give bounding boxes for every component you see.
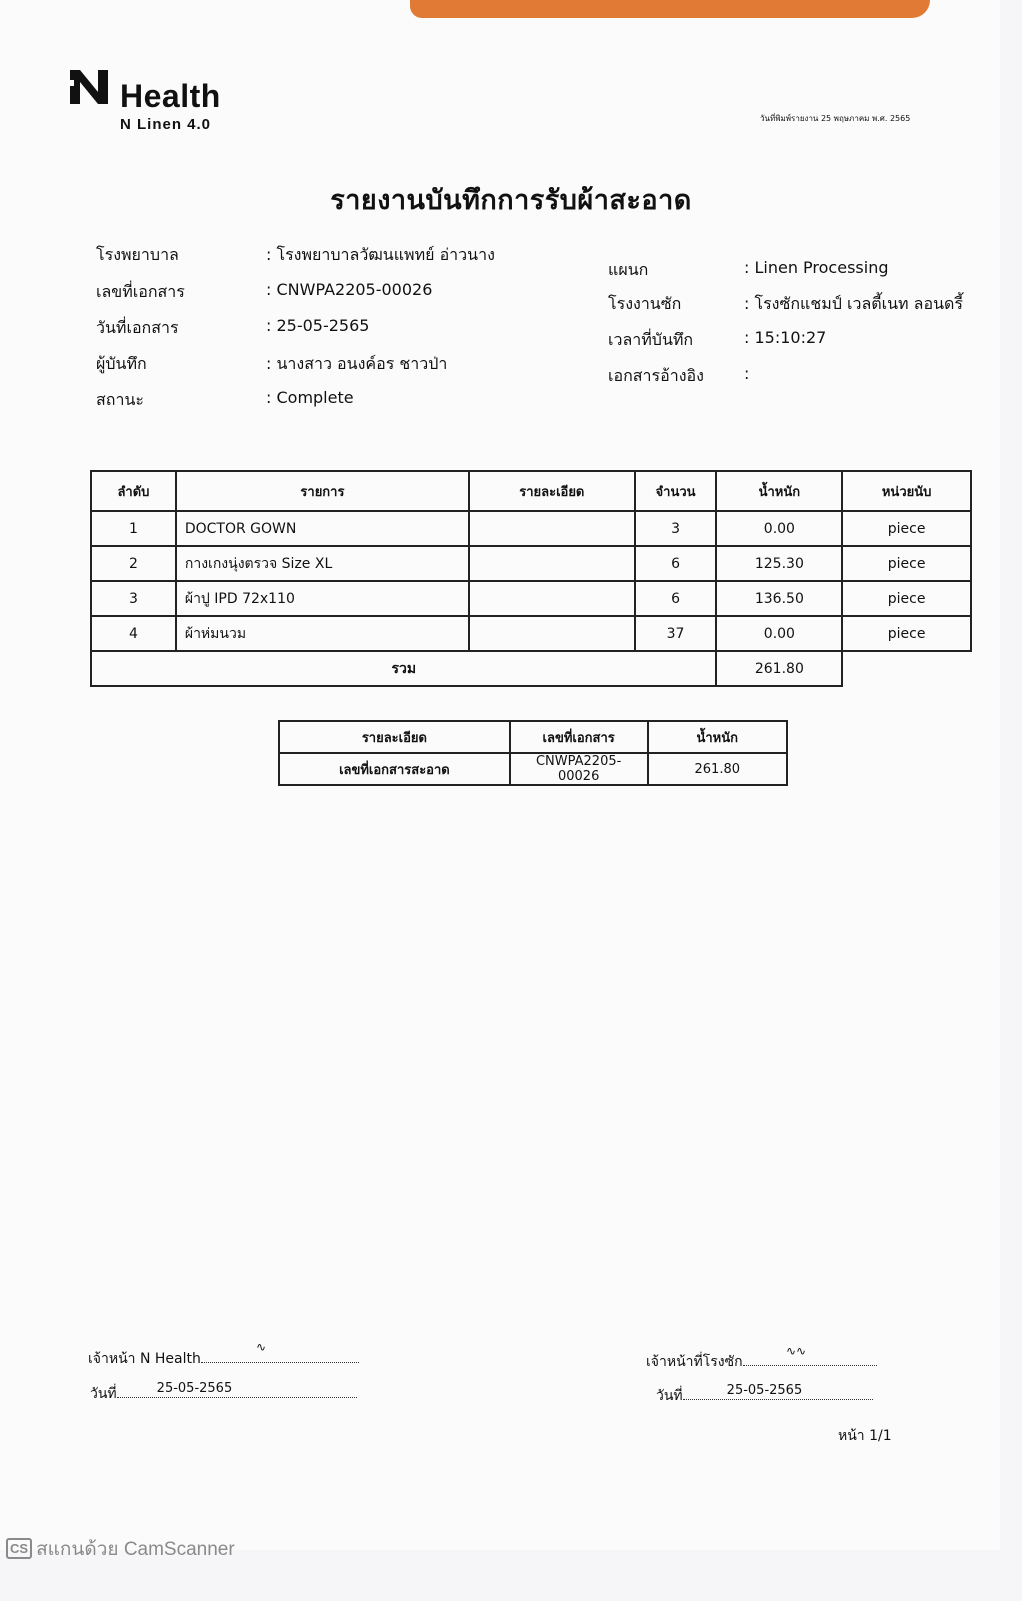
row-weight: 125.30 <box>716 546 842 581</box>
row-unit: piece <box>842 511 971 546</box>
summary-table <box>278 720 788 786</box>
col-header: น้ำหนัก <box>648 721 787 753</box>
camscanner-logo-icon: CS <box>6 1538 32 1559</box>
page-number: หน้า 1/1 <box>838 1428 892 1444</box>
summary-doc-no: CNWPA2205-00026 <box>510 753 648 785</box>
col-header: รายการ <box>176 471 469 511</box>
table-row <box>91 546 971 581</box>
row-item: DOCTOR GOWN <box>176 511 469 546</box>
row-item: กางเกงนุ่งตรวจ Size XL <box>176 546 469 581</box>
signature-scribble: ∿ <box>256 1340 267 1354</box>
row-detail <box>469 616 635 651</box>
document-page: Health N Linen 4.0 วันที่พิมพ์รายงาน 25 พฤษภาคม พ.ศ. 2565 รายงานบันทึกการรับผ้าสะอาด โรงพยาบาล : โรงพยาบาลวัฒนแพทย์ อ่าวนาง เลขที่เอกสาร : CNWPA2205-00026 วันที่เอกสาร : 25-05-2565 ผู้บันทึก : นางสาว อนงค์อร ชาวป่า สถานะ : Complete แผนก : Linen Processing โรงงานซัก : โรงซักแชมป์ เวลตี้เนท ลอนดรี้ เวลาที่บันทึก : 15:10:27 เอกสารอ้างอิง : ลำดับ รายการ รายละเอียด จำนวน น้ำหนัก หน่วยนับ 1 DOCTOR GOWN 3 0.00 piece 2 กางเกงนุ่งตรวจ Size XL 6 125.30 piece 3 ผ้าปู IPD 72x110 6 136.50 piece 4 ผ้าห่มนวม 37 0.00 piece รวม 261.80 รายละเอียด เลขที่เอกสาร น้ำหนัก เลขที่เอกสารสะอาด CNWPA2205-00026 261.80 เจ้าหน้า N Health ∿ วันที่ 25-05-2565 เจ้าหน้าที่โรงซัก ∿∿ วันที่ 25-05-2565 หน้า 1/1 <box>0 0 1000 1550</box>
row-unit: piece <box>842 616 971 651</box>
row-unit: piece <box>842 546 971 581</box>
print-date: วันที่พิมพ์รายงาน 25 พฤษภาคม พ.ศ. 2565 <box>760 114 911 123</box>
table-header-row <box>91 471 971 511</box>
orange-edge <box>410 0 930 18</box>
summary-row <box>279 753 787 785</box>
col-header: หน่วยนับ <box>842 471 971 511</box>
nhealth-sign-date: วันที่ 25-05-2565 <box>90 1383 357 1405</box>
laundry-staff-signature <box>646 1351 877 1373</box>
row-item: ผ้าห่มนวม <box>176 616 469 651</box>
col-header: น้ำหนัก <box>716 471 842 511</box>
report-title: รายงานบันทึกการรับผ้าสะอาด <box>330 185 692 216</box>
camscanner-watermark: CS สแกนด้วย CamScanner <box>6 1534 235 1564</box>
total-label: รวม <box>91 651 716 686</box>
n-logo-icon <box>68 66 112 106</box>
row-no: 1 <box>91 511 176 546</box>
summary-header-row <box>279 721 787 753</box>
table-row <box>91 581 971 616</box>
row-qty: 6 <box>635 546 717 581</box>
laundry-staff-label: เจ้าหน้าที่โรงซัก <box>646 1354 743 1370</box>
summary-weight: 261.80 <box>648 753 787 785</box>
table-total-row <box>91 651 971 686</box>
table-row <box>91 616 971 651</box>
row-detail <box>469 511 635 546</box>
row-no: 4 <box>91 616 176 651</box>
laundry-sign-date: วันที่ 25-05-2565 <box>656 1385 873 1407</box>
total-weight: 261.80 <box>716 651 842 686</box>
nhealth-staff-signature <box>88 1348 359 1370</box>
row-qty: 3 <box>635 511 717 546</box>
row-weight: 0.00 <box>716 616 842 651</box>
row-detail <box>469 581 635 616</box>
col-header: รายละเอียด <box>279 721 510 753</box>
col-header: จำนวน <box>635 471 717 511</box>
col-header: รายละเอียด <box>469 471 635 511</box>
row-qty: 6 <box>635 581 717 616</box>
row-qty: 37 <box>635 616 717 651</box>
summary-detail: เลขที่เอกสารสะอาด <box>279 753 510 785</box>
row-item: ผ้าปู IPD 72x110 <box>176 581 469 616</box>
col-header: ลำดับ <box>91 471 176 511</box>
row-weight: 136.50 <box>716 581 842 616</box>
row-no: 2 <box>91 546 176 581</box>
row-detail <box>469 546 635 581</box>
signature-scribble: ∿∿ <box>786 1344 807 1358</box>
items-table <box>90 470 972 687</box>
brand-subtitle: N Linen 4.0 <box>120 116 212 133</box>
row-weight: 0.00 <box>716 511 842 546</box>
nhealth-staff-label: เจ้าหน้า N Health <box>88 1351 201 1367</box>
table-row <box>91 511 971 546</box>
row-no: 3 <box>91 581 176 616</box>
brand-name: Health <box>120 78 221 114</box>
row-unit: piece <box>842 581 971 616</box>
col-header: เลขที่เอกสาร <box>510 721 648 753</box>
